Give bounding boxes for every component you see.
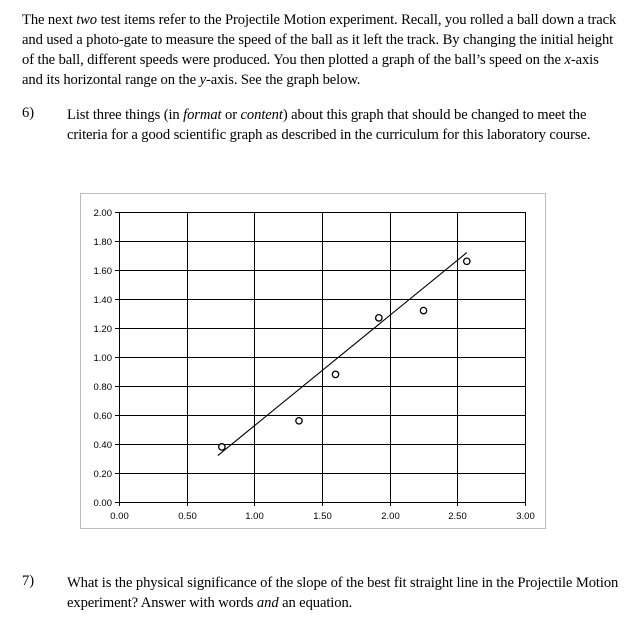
y-tick-label: 0.40 bbox=[93, 440, 112, 451]
y-tick-label: 1.40 bbox=[93, 295, 112, 306]
question-6-text: List three things (in format or content) about this graph that should be changed to meet the criteria for a good scientific graph as described in the curriculum for this laboratory course. bbox=[67, 107, 591, 143]
y-tick-label: 0.00 bbox=[93, 498, 112, 509]
data-point bbox=[219, 444, 225, 450]
y-tick-label: 0.60 bbox=[93, 411, 112, 422]
x-tick-label: 0.50 bbox=[178, 511, 197, 522]
data-point bbox=[464, 258, 470, 264]
x-tick-label: 3.00 bbox=[516, 511, 535, 522]
x-tick-label: 2.00 bbox=[381, 511, 400, 522]
x-tick-label: 1.00 bbox=[245, 511, 264, 522]
data-point bbox=[376, 315, 382, 321]
data-point bbox=[420, 307, 426, 313]
x-tick-label: 1.50 bbox=[313, 511, 332, 522]
y-tick-label: 1.20 bbox=[93, 324, 112, 335]
question-7-text: What is the physical significance of the slope of the best fit straight line in the Projectile Motion experiment? Answer with words and an equation. bbox=[67, 575, 619, 611]
x-tick-label: 2.50 bbox=[448, 511, 467, 522]
y-tick-label: 0.80 bbox=[93, 382, 112, 393]
y-tick-label: 1.60 bbox=[93, 266, 112, 277]
range-vs-speed-chart bbox=[80, 193, 546, 529]
chart-svg bbox=[81, 194, 547, 530]
question-6-number: 6) bbox=[22, 105, 35, 121]
question-7-number: 7) bbox=[22, 573, 35, 589]
y-tick-label: 1.00 bbox=[93, 353, 112, 364]
y-tick-label: 1.80 bbox=[93, 237, 112, 248]
x-tick-label: 0.00 bbox=[110, 511, 129, 522]
data-point bbox=[296, 418, 302, 424]
intro-paragraph: The next two test items refer to the Projectile Motion experiment. Recall, you rolled a ball down a track and used a photo-gate to measure the speed of the ball as it left the track. By changing the initial height of the ball, different speeds were produced. You then plotted a graph of the ball’s speed on the x-axis and its horizontal range on the y-axis. See the graph below. bbox=[22, 12, 617, 88]
data-point bbox=[332, 371, 338, 377]
y-tick-label: 2.00 bbox=[93, 208, 112, 219]
y-tick-label: 0.20 bbox=[93, 469, 112, 480]
